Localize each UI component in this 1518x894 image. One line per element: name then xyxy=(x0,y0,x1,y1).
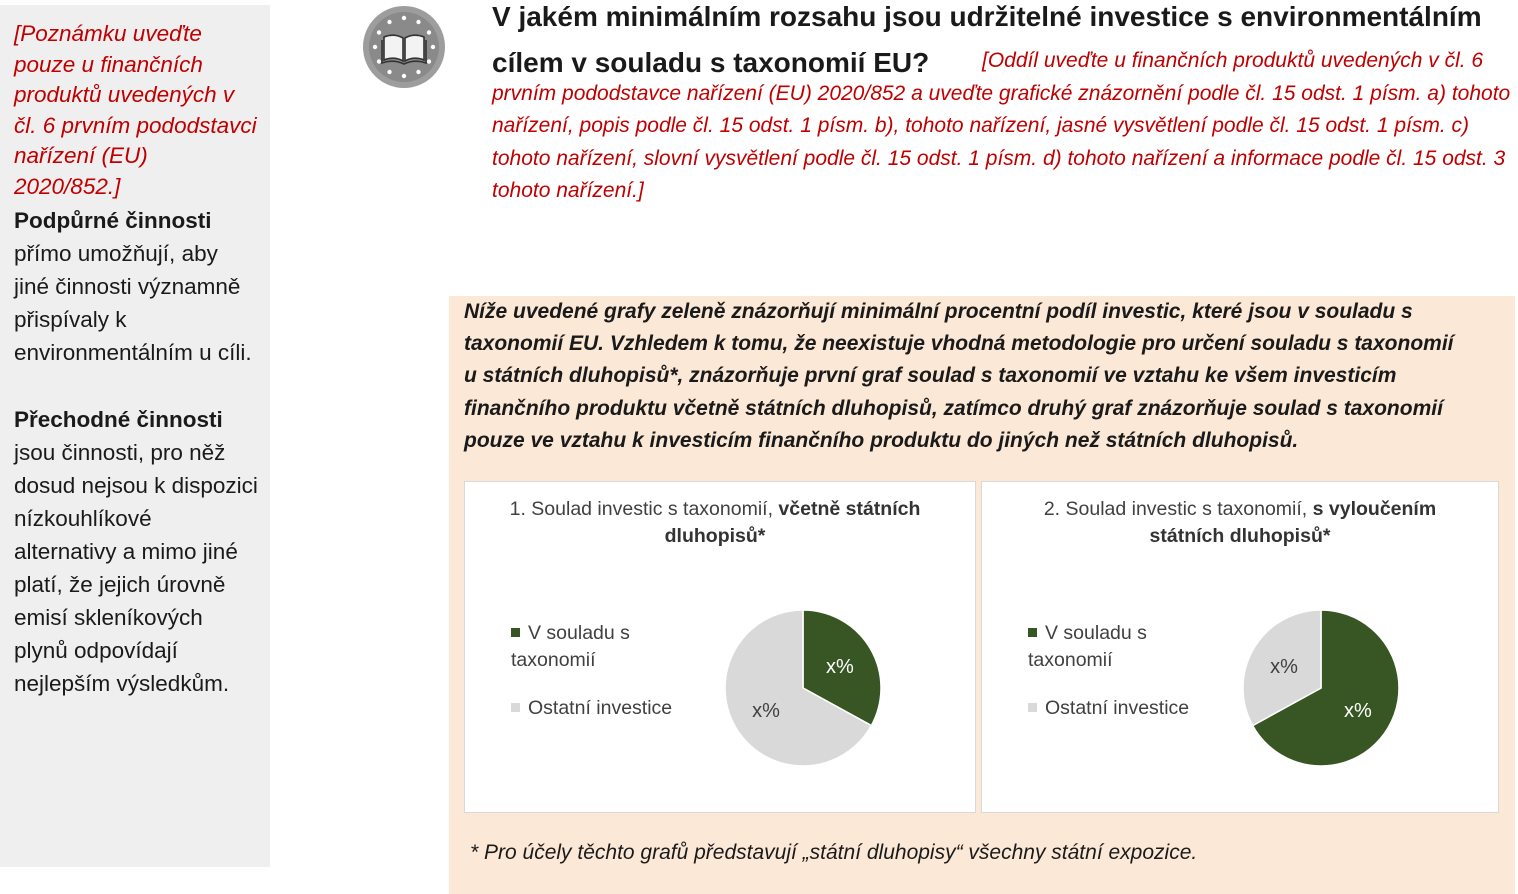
chart-2-legend-taxonomy: V souladu s taxonomií xyxy=(1028,622,1147,671)
sidebar-note: [Poznámku uveďte pouze u finančních produktů uvedených v čl. 6 prvním pododstavci nařízení (EU) 2020/852.] xyxy=(14,21,257,199)
charts-intro-text: Níže uvedené grafy zeleně znázorňují minimální procentní podíl investic, které jsou v souladu s taxonomií EU. Vzhledem k tomu, že neexistuje vhodná metodologie pro určení souladu s taxonomií u státních dluhopisů*, znázorňuje první graf soulad s taxonomií ve vztahu ke všem investicím finančního produktu včetně státních dluhopisů, zatímco druhý graf znázorňuje soulad s taxonomií pouze ve vztahu k investicím finančního produktu do jiných než státních dluhopisů. xyxy=(464,300,1454,452)
legend-swatch-grey xyxy=(511,703,520,712)
footnote: * Pro účely těchto grafů představují „státní dluhopisy“ všechny státní expozice. xyxy=(470,841,1198,864)
pie-label-taxonomy: x% xyxy=(826,656,854,679)
chart-2-pie xyxy=(1241,608,1401,768)
chart-1-pie xyxy=(723,608,883,768)
question-heading: V jakém minimálním rozsahu jsou udržitelné investice s environmentálním cílem v souladu s taxonomií EU? xyxy=(492,1,1482,78)
sidebar-text xyxy=(14,19,258,700)
legend-swatch-green xyxy=(511,628,520,637)
chart-2-title: 2. Soulad investic s taxonomií, s vyloučením státních dluhopisů* xyxy=(1043,498,1437,547)
legend-swatch-grey xyxy=(1028,703,1037,712)
pie-label-other: x% xyxy=(752,699,780,722)
sidebar-panel xyxy=(0,5,270,867)
pie-label-other: x% xyxy=(1270,656,1298,679)
chart-card-1 xyxy=(464,481,976,813)
legend-swatch-green xyxy=(1028,628,1037,637)
chart-1-title: 1. Soulad investic s taxonomií, včetně státních dluhopisů* xyxy=(509,498,921,547)
transitional-activities-text: jsou činnosti, pro něž dosud nejsou k dispozici nízkouhlíkové alternativy a mimo jiné platí, že jejich úrovně emisí skleníkových plynů odpovídají nejlepším výsledkům. xyxy=(14,440,258,696)
chart-card-2 xyxy=(981,481,1499,813)
chart-1-legend-other: Ostatní investice xyxy=(511,695,672,722)
chart-1-legend-taxonomy: V souladu s taxonomií xyxy=(511,622,630,671)
chart-2-legend-other: Ostatní investice xyxy=(1028,695,1189,722)
enabling-activities-text: přímo umožňují, aby jiné činnosti významně přispívaly k environmentálním u cíli. xyxy=(14,241,252,365)
eu-book-logo-icon xyxy=(362,5,446,89)
enabling-activities-title: Podpůrné činnosti xyxy=(14,208,212,233)
question-instruction: [Oddíl uveďte u finančních produktů uvedených v čl. 6 prvním pododstavce nařízení (EU) 2020/852 a uveďte grafické znázornění podle čl. 15 odst. 1 písm. a) tohoto nařízení, popis podle čl. 15 odst. 1 písm. b), tohoto nařízení, jasné vysvětlení podle čl. 15 odst. 1 písm. c) tohoto nařízení, slovní vysvětlení podle čl. 15 odst. 1 písm. d) tohoto nařízení a informace podle čl. 15 odst. 3 tohoto nařízení.] xyxy=(492,49,1511,202)
transitional-activities-title: Přechodné činnosti xyxy=(14,407,223,432)
pie-label-taxonomy: x% xyxy=(1344,699,1372,722)
